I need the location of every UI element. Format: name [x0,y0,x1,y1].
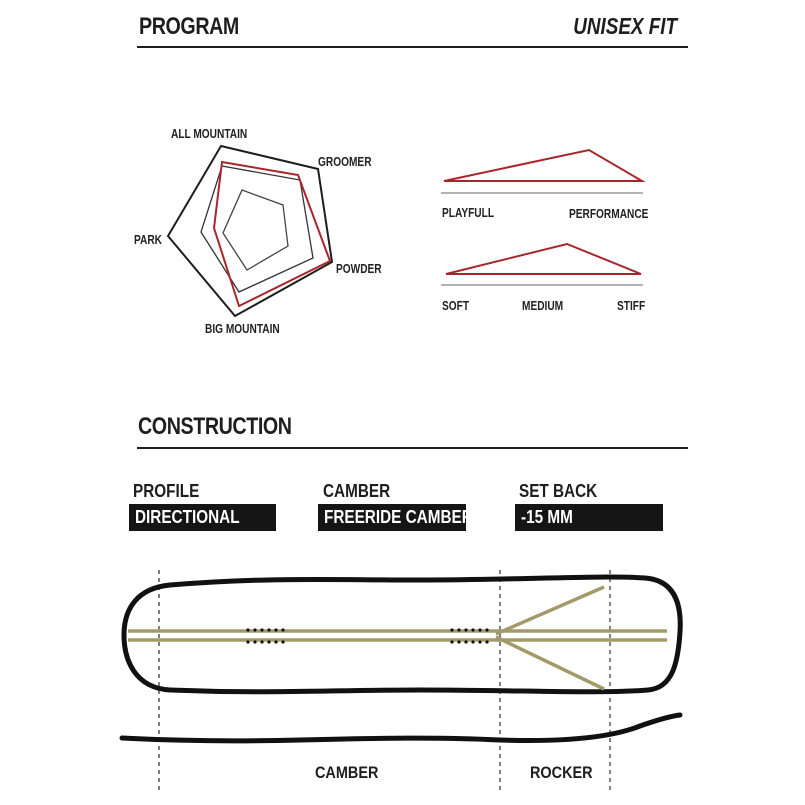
fit-label: UNISEX FIT [573,13,677,39]
construction-title: CONSTRUCTION [138,413,292,440]
scale-stiff-label: STIFF [617,298,646,313]
scale-playfull-label: PLAYFULL [442,205,495,220]
radar-axis-big-mountain: BIG MOUNTAIN [205,321,280,336]
snowboard-outline [124,577,680,692]
spec-setback-value: -15 MM [521,507,573,527]
board-profile-line [122,715,680,741]
tail-stringer-upper [496,587,604,634]
zone-rocker-label: ROCKER [530,763,593,782]
tail-stringer-lower [496,637,604,689]
spec-camber-label: CAMBER [323,481,391,501]
radar-axis-all-mountain: ALL MOUNTAIN [171,126,248,141]
scale-medium-label: MEDIUM [522,298,564,313]
program-title: PROGRAM [139,13,239,40]
spec-profile-label: PROFILE [133,481,200,501]
radar-axis-park: PARK [134,232,162,247]
spec-profile-value: DIRECTIONAL [135,507,240,527]
scale-performance-label: PERFORMANCE [569,206,649,221]
radar-axis-groomer: GROOMER [318,154,372,169]
spec-setback-label: SET BACK [519,481,598,501]
zone-camber-label: CAMBER [315,763,379,782]
scale-soft-label: SOFT [442,298,470,313]
spec-camber-value: FREERIDE CAMBER [324,507,473,527]
radar-axis-powder: POWDER [336,261,382,276]
